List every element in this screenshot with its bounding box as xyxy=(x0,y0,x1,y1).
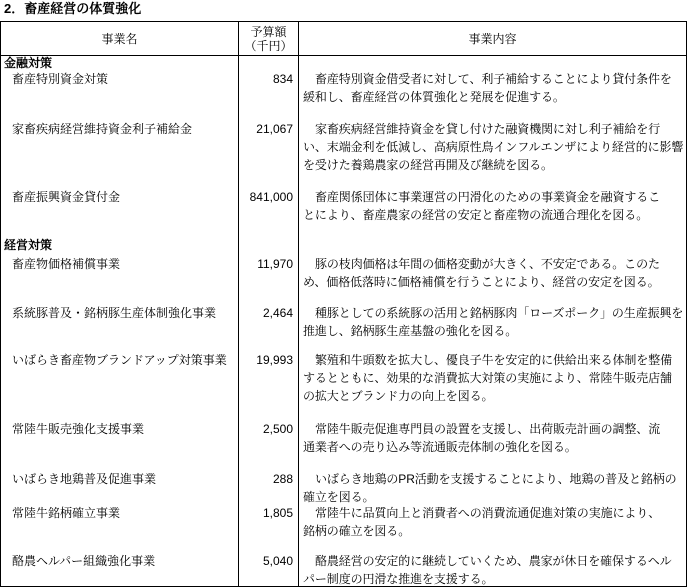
header-project-name: 事業名 xyxy=(1,22,239,55)
project-name-cell: 畜産振興資金貸付金 xyxy=(1,188,239,236)
description-cell: いばらき地鶏のPR活動を支援することにより、地鶏の普及と銘柄の 確立を図る。 xyxy=(303,472,677,504)
budget-cell: 21,067 xyxy=(239,120,299,188)
description-cell: 豚の枝肉価格は年間の価格変動が大きく、不安定である。このた め、価格低落時に価格補償を行うことにより、経営の安定を図る。 xyxy=(303,257,660,289)
budget-cell: 834 xyxy=(239,70,299,120)
table-row xyxy=(1,70,686,120)
description-cell: 常陸牛販売促進専門員の設置を支援し、出荷販売計画の調整、流 通業者への売り込み等流通販売体制の強化を図る。 xyxy=(303,422,661,454)
budget-cell: 5,040 xyxy=(239,552,299,586)
description-cell: 常陸牛に品質向上と消費者への消費流通促進対策の実施により、 銘柄の確立を図る。 xyxy=(303,506,661,538)
table-row xyxy=(1,470,686,504)
table-row xyxy=(1,420,686,470)
budget-cell: 288 xyxy=(239,470,299,504)
description-cell: 種豚としての系統豚の活用と銘柄豚肉「ローズポーク」の生産振興を 推進し、銘柄豚生産基盤の強化を図る。 xyxy=(303,306,684,338)
section-label: 金融対策 xyxy=(1,56,239,70)
table-row xyxy=(1,304,686,351)
page-title: 2．畜産経営の体質強化 xyxy=(4,1,142,16)
project-name-cell: 常陸牛銘柄確立事業 xyxy=(1,504,239,552)
project-name-cell: 系統豚普及・銘柄豚生産体制強化事業 xyxy=(1,304,239,351)
budget-cell: 19,993 xyxy=(239,351,299,420)
header-budget-unit: （千円） xyxy=(244,39,293,53)
table-row xyxy=(1,188,686,236)
project-name-cell: 常陸牛販売強化支援事業 xyxy=(1,420,239,470)
budget-cell: 11,970 xyxy=(239,255,299,304)
empty-cell xyxy=(299,56,686,70)
project-name-cell: いばらき畜産物ブランドアップ対策事業 xyxy=(1,351,239,420)
section-row xyxy=(1,56,686,70)
description-cell: 畜産特別資金借受者に対して、利子補給することにより貸付条件を 緩和し、畜産経営の体質強化と発展を促進する。 xyxy=(303,72,672,104)
table-header-row xyxy=(1,22,686,56)
description-cell: 畜産関係団体に事業運営の円滑化のための事業資金を融資するこ とにより、畜産農家の経営の安定と畜産物の流通合理化を図る。 xyxy=(303,190,661,222)
project-name-cell: 酪農ヘルパー組織強化事業 xyxy=(1,552,239,586)
table-row xyxy=(1,120,686,188)
empty-cell xyxy=(239,236,299,255)
header-budget xyxy=(239,22,299,55)
project-name-cell: 畜産特別資金対策 xyxy=(1,70,239,120)
section-label: 経営対策 xyxy=(1,236,239,255)
header-budget-label: 予算額 xyxy=(250,25,287,39)
table-row xyxy=(1,351,686,420)
description-cell: 酪農経営の安定的に継続していくため、農家が休日を確保するヘル パー制度の円滑な推進を支援する。 xyxy=(303,554,672,586)
project-name-cell: 家畜疾病経営維持資金利子補給金 xyxy=(1,120,239,188)
empty-cell xyxy=(239,56,299,70)
description-cell: 繁殖和牛頭数を拡大し、優良子牛を安定的に供給出来る体制を整備 するとともに、効果的な消費拡大対策の実施により、常陸牛販売店舗 の拡大とブランド力の向上を図る。 xyxy=(303,353,673,403)
header-content: 事業内容 xyxy=(468,32,517,46)
budget-cell: 841,000 xyxy=(239,188,299,236)
table-row xyxy=(1,552,686,586)
budget-cell: 1,805 xyxy=(239,504,299,552)
project-name-cell: 畜産物価格補償事業 xyxy=(1,255,239,304)
table-row xyxy=(1,504,686,552)
empty-cell xyxy=(299,236,686,255)
budget-cell: 2,464 xyxy=(239,304,299,351)
budget-table xyxy=(0,21,687,587)
table-row xyxy=(1,255,686,304)
section-row xyxy=(1,236,686,255)
project-name-cell: いばらき地鶏普及促進事業 xyxy=(1,470,239,504)
budget-cell: 2,500 xyxy=(239,420,299,470)
description-cell: 家畜疾病経営維持資金を貸し付けた融資機関に対し利子補給を行 い、末端金利を低減し、高病原性鳥インフルエンザにより経営的に影響 を受けた養鶏農家の経営再開及び継続を図る。 xyxy=(303,122,684,172)
